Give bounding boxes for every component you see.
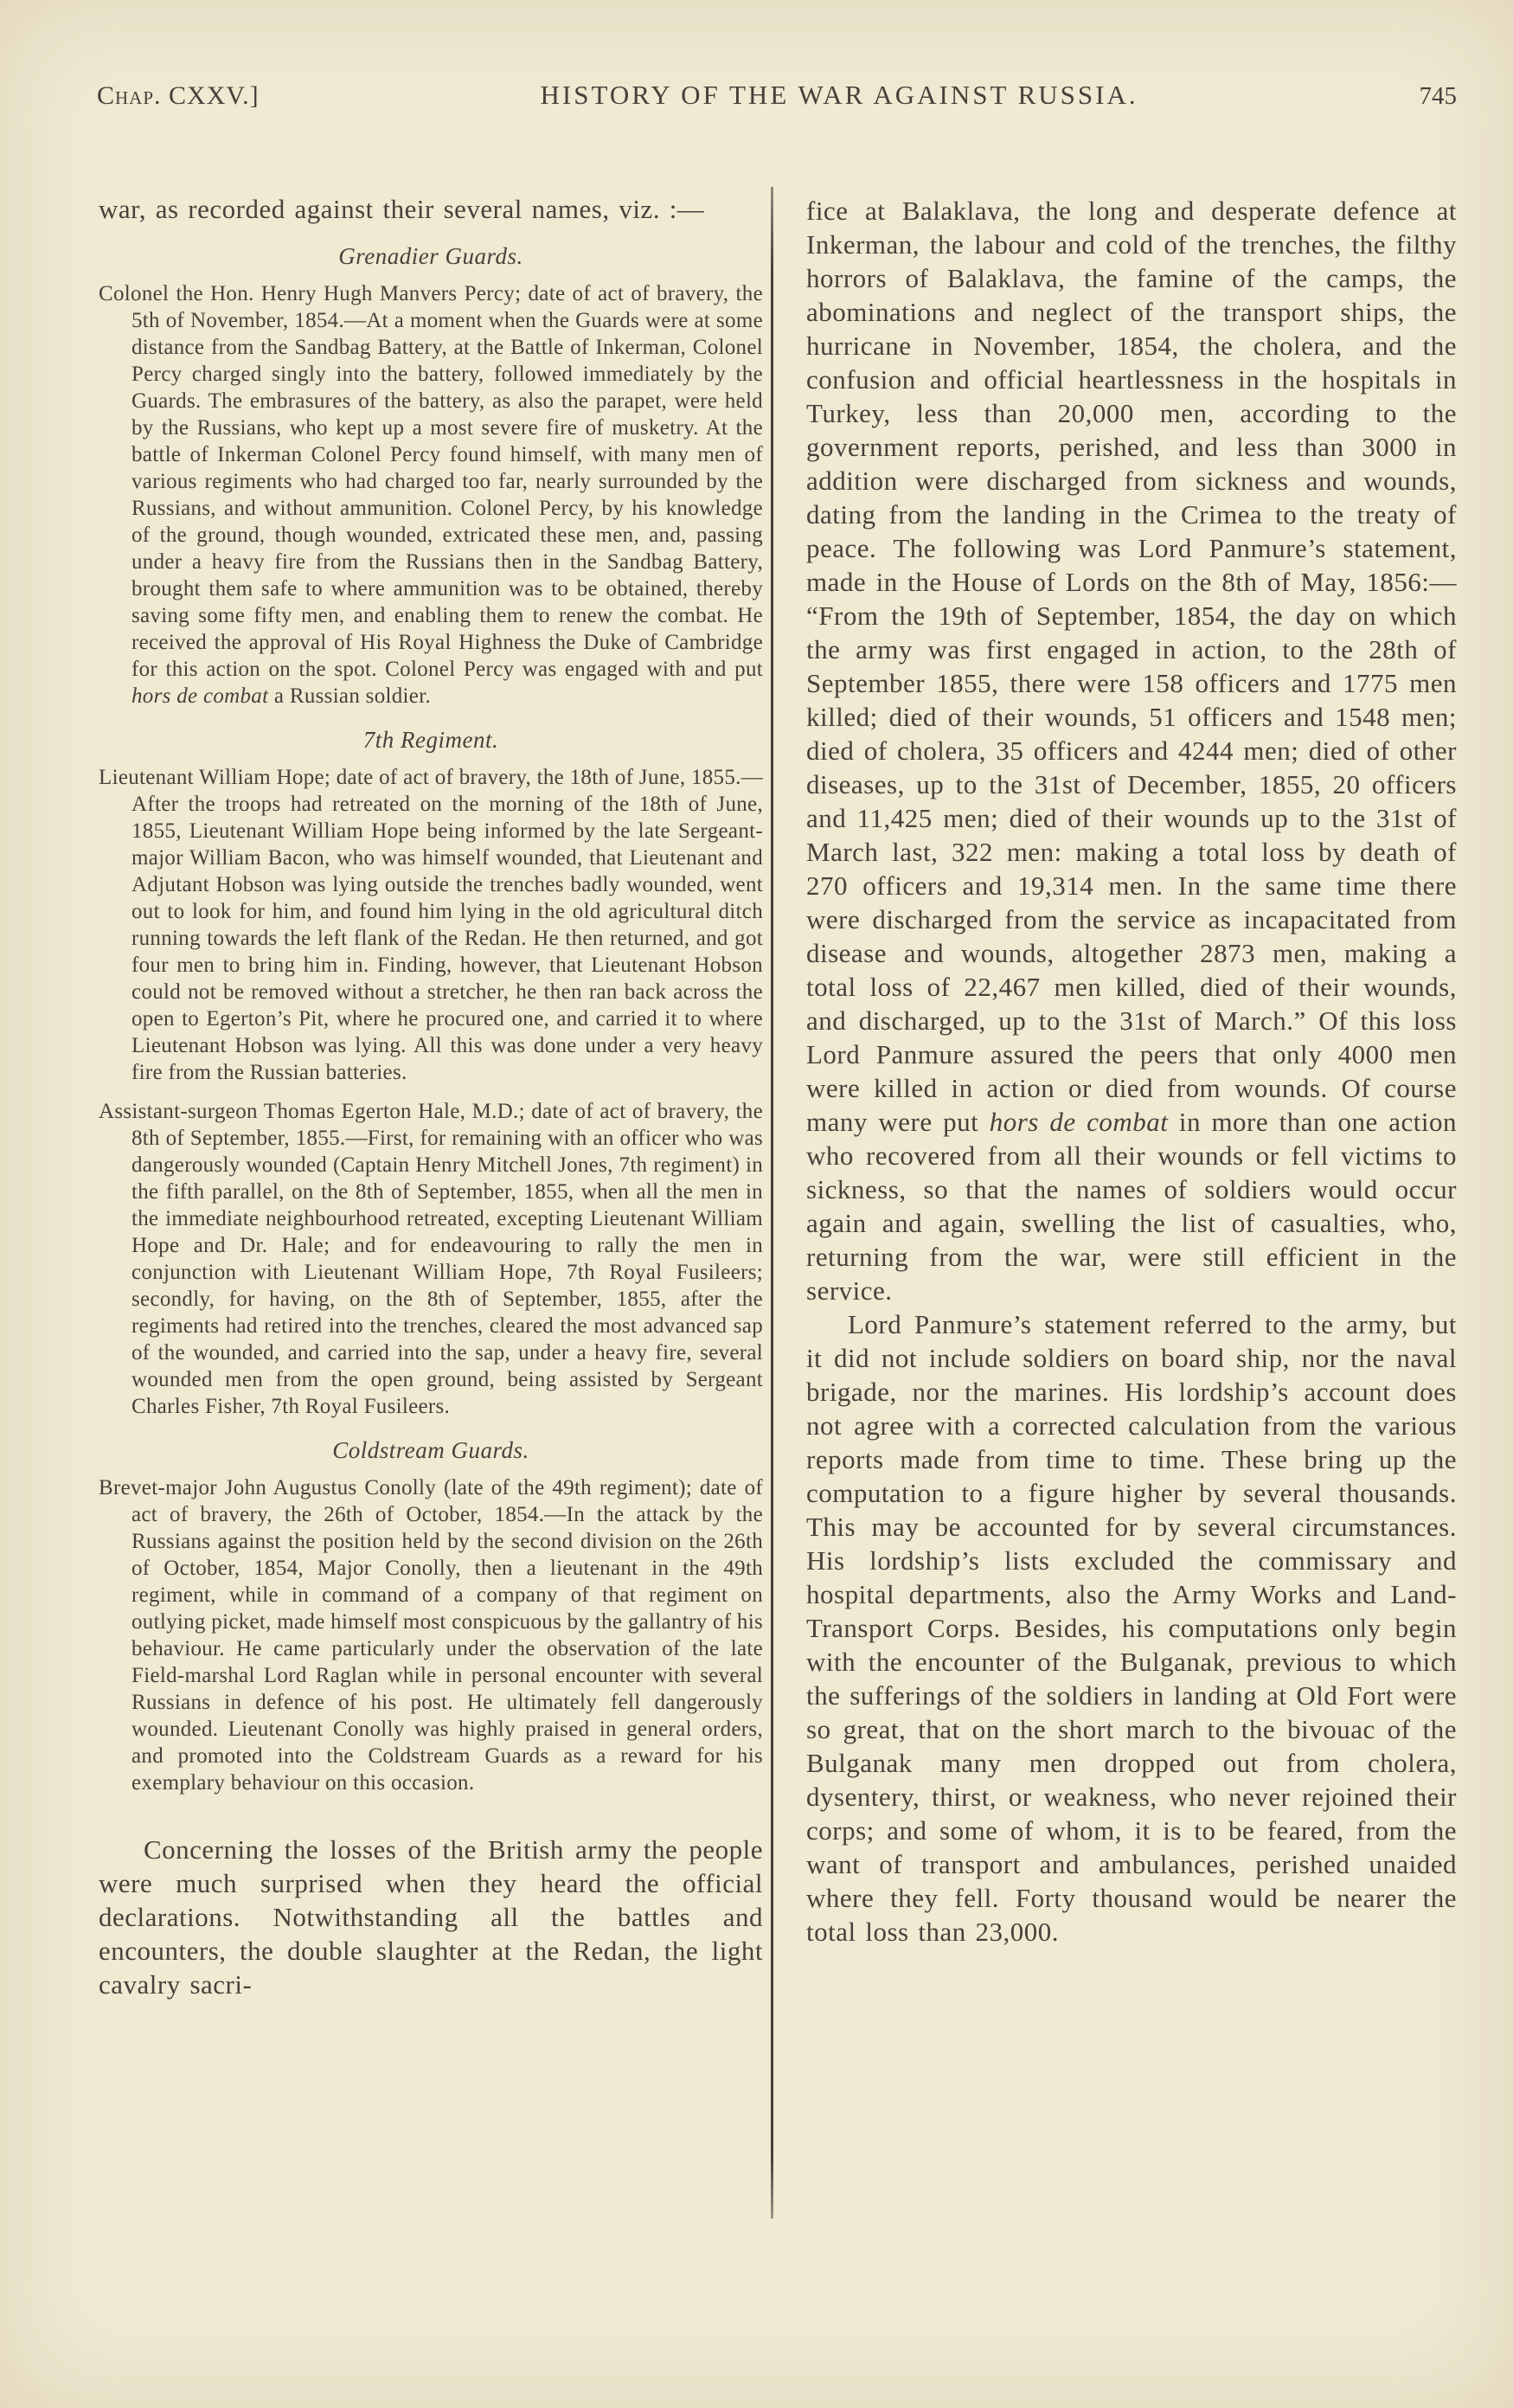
right-column [806,194,1457,1949]
citation-entry-hale: Assistant-surgeon Thomas Egerton Hale, M.D.; date of act of bravery, the 8th of September, 1855.—First, for remaining with an officer who was dangerously wounded (Captain Henry Mitchell Jones, 7th regiment) in the fifth parallel, on the 8th of September, 1855, when all the men in the immediate neighbourhood retreated, excepting Lieutenant William Hope and Dr. Hale; and for endeavouring to rally the men in conjunction with Lieutenant William Hope, 7th Royal Fusileers; secondly, for having, on the 8th of September, 1855, after the regiments had retired into the trenches, cleared the most advanced sap of the wounded, and carried into the sap, under a heavy fire, several wounded men from the open ground, being assisted by Sergeant Charles Fisher, 7th Royal Fusileers. [99,1100,763,1418]
column-divider-rule [771,187,773,2219]
section-coldstream-guards [99,1437,763,1796]
citation-entry-percy: Colonel the Hon. Henry Hugh Manvers Percy; date of act of bravery, the 5th of November, 1854.—At a moment when the Guards were at some distance from the Sandbag Battery, at the Battle of Inkerman, Colonel Percy charged singly into the battery, followed immediately by the Guards. The embrasures of the battery, as also the parapet, were held by the Russians, who kept up a most severe fire of musketry. At the battle of Inkerman Colonel Percy found himself, with many men of various regiments who had charged too far, nearly surrounded by the Russians, and without ammunition. Colonel Percy, by his knowledge of the ground, though wounded, extricated these men, and, passing under a heavy fire from the Russians then in the Sandbag Battery, brought them safe to where ammunition was to be obtained, thereby saving some fifty men, and enabling them to renew the combat. He received the approval of His Royal Highness the Duke of Cambridge for this action on the spot. Colonel Percy was engaged with and put hors de combat a Russian soldier. [99,282,763,708]
page-title: HISTORY OF THE WAR AGAINST RUSSIA. [540,80,1138,110]
closing-paragraph: Concerning the losses of the British army the people were much surprised when they heard the official declarations. Notwithstanding all the battles and encounters, the double slaughter at the Redan, the light cavalry sacri- [99,1834,763,2000]
body-paragraph-losses: fice at Balaklava, the long and desperate defence at Inkerman, the labour and cold of the trenches, the filthy horrors of Balaklava, the famine of the camps, the abominations and neglect of the transport ships, the hurricane in November, 1854, the cholera, and the confusion and official heartlessness in the hospitals in Turkey, less than 20,000 men, according to the government reports, perished, and less than 3000 in addition were discharged from sickness and wounds, dating from the landing in the Crimea to the treaty of peace. The following was Lord Panmure’s statement, made in the House of Lords on the 8th of May, 1856:— “From the 19th of September, 1854, the day on which the army was first engaged in action, to the 28th of September 1855, there were 158 officers and 1775 men killed; died of their wounds, 51 officers and 1548 men; died of cholera, 35 officers and 4244 men; died of other diseases, up to the 31st of December, 1855, 20 officers and 11,425 men; died of their wounds up to the 31st of March last, 322 men: making a total loss by death of 270 officers and 19,314 men. In the same time there were discharged from the service as incapacitated from disease and wounds, altogether 2873 men, making a total loss of 22,467 men killed, died of their wounds, and discharged, up to the 31st of March.” Of this loss Lord Panmure assured the peers that only 4000 men were killed in action or died from wounds. Of course many were put hors de combat in more than one action who recovered from all their wounds or fell victims to sickness, so that the names of soldiers would occur again and again, swelling the list of casualties, who, returning from the war, were still efficient in the service. [806,196,1457,1306]
section-grenadier-guards [99,243,763,710]
page-number: 745 [1419,82,1457,110]
regiment-heading-grenadier-guards: Grenadier Guards. [338,243,523,269]
body-paragraph-panmure-statement: Lord Panmure’s statement referred to the army, but it did not include soldiers on board ship, nor the naval brigade, nor the marines. His lordship’s account does not agree with a corrected calculation from the various reports made from time to time. These bring up the computation to a figure higher by several thousands. This may be accounted for by several circumstances. His lordship’s lists excluded the commissary and hospital departments, also the Army Works and Land-Transport Corps. Besides, his computations only begin with the encounter of the Bulganak, previous to which the sufferings of the soldiers in landing at Old Fort were so great, that on the short march to the bivouac of the Bulganak many men dropped out from cholera, dysentery, thirst, or weakness, who never rejoined their corps; and some of whom, it is to be feared, from the want of transport and ambulances, perished unaided where they fell. Forty thousand would be nearer the total loss than 23,000. [806,1309,1457,1947]
intro-paragraph: war, as recorded against their several names, viz. :— [99,194,705,224]
citation-entry-hope: Lieutenant William Hope; date of act of bravery, the 18th of June, 1855.—After the troops had retreated on the morning of the 18th of June, 1855, Lieutenant William Hope being informed by the late Sergeant-major William Bacon, who was himself wounded, that Lieutenant and Adjutant Hobson was lying outside the trenches badly wounded, went out to look for him, and found him lying in the old agricultural ditch running towards the left flank of the Redan. He then returned, and got four men to bring him in. Finding, however, that Lieutenant Hobson could not be removed without a stretcher, he then ran back across the open to Egerton’s Pit, where he procured one, and carried it to where Lieutenant Hobson was lying. All this was done under a very heavy fire from the Russian batteries. [99,766,763,1084]
left-column [99,192,763,2001]
page-header [97,80,1457,111]
regiment-heading-7th-regiment: 7th Regiment. [362,727,499,753]
chapter-label: Chap. CXXV.] [97,81,260,110]
citation-entry-conolly: Brevet-major John Augustus Conolly (late of the 49th regiment); date of act of bravery, the 26th of October, 1854.—In the attack by the Russians against the position held by the second division on the 26th of October, 1854, Major Conolly, then a lieutenant in the 49th regiment, while in command of a company of that regiment on outlying picket, made himself most conspicuous by the gallantry of his behaviour. He came particularly under the observation of the late Field-marshal Lord Raglan while in personal encounter with several Russians in defence of his post. He ultimately fell dangerously wounded. Lieutenant Conolly was highly praised in general orders, and promoted into the Coldstream Guards as a reward for his exemplary behaviour on this occasion. [99,1476,763,1795]
regiment-heading-coldstream-guards: Coldstream Guards. [332,1437,529,1463]
section-7th-regiment [99,727,763,1420]
